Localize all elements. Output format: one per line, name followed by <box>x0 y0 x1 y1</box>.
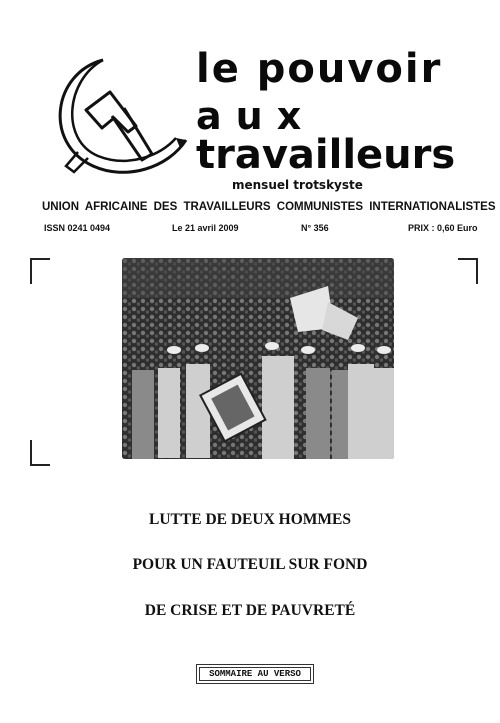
issue-number: N° 356 <box>301 223 329 233</box>
frame-corner-top-right <box>458 258 478 284</box>
issue-price: PRIX : 0,60 Euro <box>408 223 478 233</box>
issue-date: Le 21 avril 2009 <box>172 223 239 233</box>
masthead-line-1: le pouvoir <box>196 46 443 92</box>
organization-name: UNION AFRICAINE DES TRAVAILLEURS COMMUNISTES INTERNATIONALISTES <box>42 201 496 213</box>
frame-corner-bottom-left <box>30 440 50 466</box>
headline-line-1: LUTTE DE DEUX HOMMES <box>149 511 351 528</box>
crowd-photo <box>122 258 394 459</box>
issn: ISSN 0241 0494 <box>44 223 111 233</box>
masthead-line-2: aux <box>196 94 316 138</box>
headline-line-2: POUR UN FAUTEUIL SUR FOND <box>132 556 368 573</box>
masthead-subtitle: mensuel trotskyste <box>232 178 363 192</box>
headline-line-3: DE CRISE ET DE PAUVRETÉ <box>144 602 356 619</box>
hammer-sickle-icon <box>48 48 198 183</box>
sommaire-label: SOMMAIRE AU VERSO <box>199 667 311 681</box>
masthead-line-3: travailleurs <box>196 132 456 178</box>
frame-corner-top-left <box>30 258 50 284</box>
sommaire-box <box>196 664 314 684</box>
